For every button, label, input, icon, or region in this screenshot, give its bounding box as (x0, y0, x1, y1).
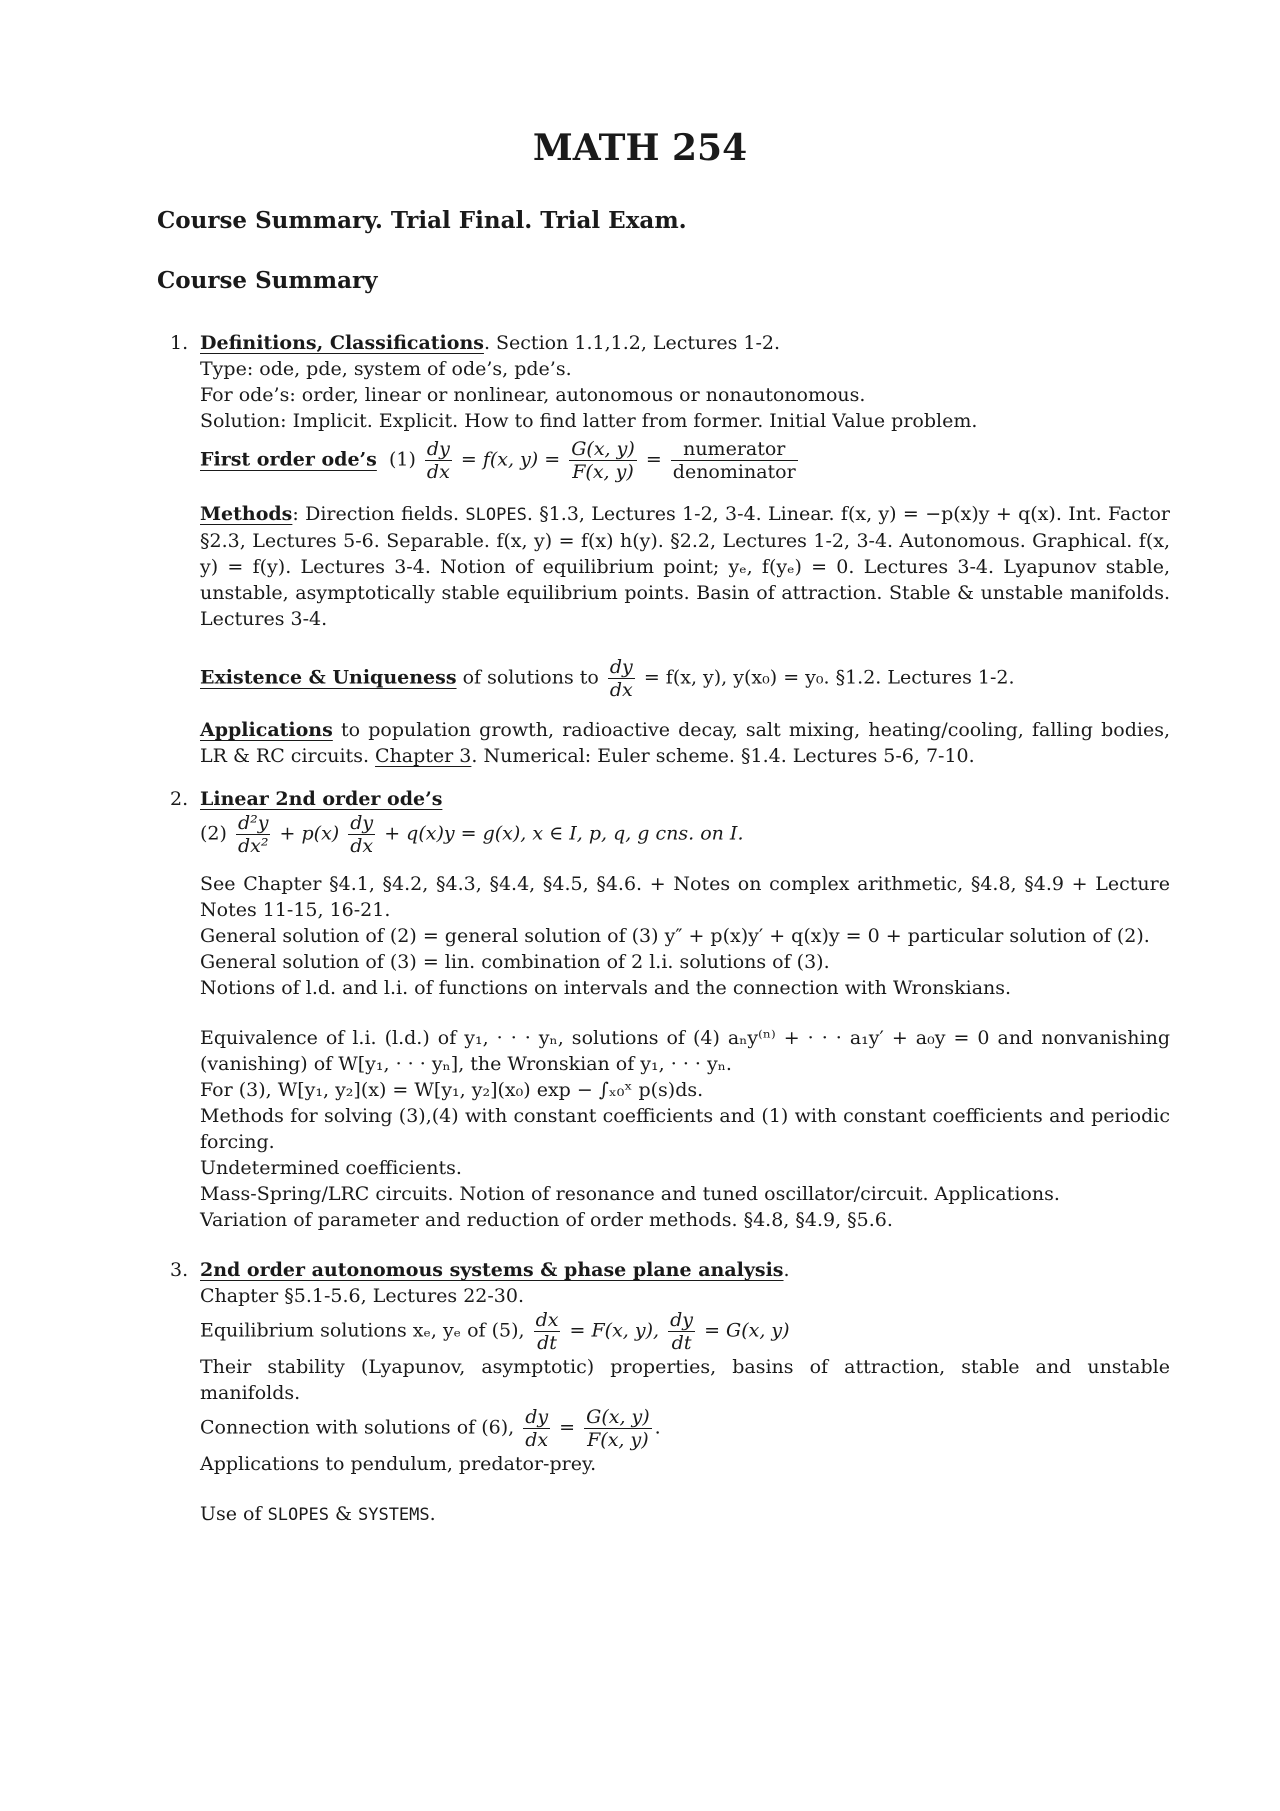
existence-line (200, 656, 1170, 701)
methods-text: : Direction fields. (292, 503, 466, 525)
stability-paragraph: Their stability (Lyapunov, asymptotic) properties, basins of attraction, stable and unstable manifolds. (200, 1356, 1170, 1404)
fraction (523, 1406, 550, 1451)
fraction (569, 438, 637, 483)
section-title: Course Summary (157, 267, 378, 294)
denominator: dx (350, 835, 374, 857)
page-title: MATH 254 (532, 127, 748, 169)
equation-text: + p(x) (279, 822, 340, 845)
denominator: dx (426, 461, 450, 483)
equation-2 (200, 812, 1170, 857)
first-order-label: First order ode’s (200, 448, 377, 471)
text-line: Solution: Implicit. Explicit. How to find latter from former. Initial Value problem. (200, 410, 978, 432)
item-heading-line (200, 330, 1170, 356)
item-heading: Definitions, Classifications (200, 332, 484, 354)
equation-text: . (654, 1416, 661, 1439)
slopes-software: SLOPES (465, 505, 527, 525)
numerator: dy (426, 438, 450, 460)
denominator: dx (525, 1429, 549, 1451)
methods-paragraph: Methods for solving (3),(4) with constant coefficients and (1) with constant coefficients and periodic forcing. (200, 1105, 1170, 1153)
fraction (608, 656, 635, 701)
see-paragraph: See Chapter §4.1, §4.2, §4.3, §4.4, §4.5, §4.6. + Notes on complex arithmetic, §4.8, §4.9 + Lecture Notes 11-15, 16-21. (200, 873, 1170, 921)
item-heading-rest: . Section 1.1,1.2, Lectures 1-2. (483, 332, 781, 354)
methods-label: Methods (200, 503, 293, 525)
item-heading: Linear 2nd order ode’s (200, 788, 443, 810)
denominator: denominator (672, 461, 796, 483)
item-heading-rest: . (783, 1259, 790, 1281)
item-number: 3. (170, 1259, 189, 1281)
slopes-software: SLOPES (267, 1505, 329, 1525)
text-line: General solution of (3) = lin. combination of 2 l.i. solutions of (3). (200, 951, 830, 973)
numerator: G(x, y) (571, 438, 635, 460)
text-line: Mass-Spring/LRC circuits. Notion of resonance and tuned oscillator/circuit. Applications. (200, 1183, 1060, 1205)
equivalence-paragraph: Equivalence of l.i. (l.d.) of y₁, · · · yₙ, solutions of (4) aₙy⁽ⁿ⁾ + · · · a₁y′ + a₀y = 0 and nonvanishing (vanishing) of W[y₁, · · · yₙ], the Wronskian of y₁, · · · yₙ. (200, 1027, 1170, 1075)
equilibrium-text: Equilibrium solutions xₑ, yₑ of (5), (200, 1319, 525, 1342)
fraction (668, 1309, 695, 1354)
text-line: Type: ode, pde, system of ode’s, pde’s. (200, 358, 572, 380)
equation-text: = (645, 448, 662, 471)
existence-label: Existence & Uniqueness (200, 666, 457, 689)
chapter-3-link: Chapter 3 (375, 745, 472, 767)
use-text: . (429, 1503, 436, 1525)
denominator: dx (609, 679, 633, 701)
systems-software: SYSTEMS (357, 1505, 430, 1525)
use-text: Use of (200, 1503, 268, 1525)
numerator: G(x, y) (586, 1406, 650, 1428)
fraction (348, 812, 375, 857)
equation-text: = F(x, y), (569, 1319, 660, 1342)
fraction (671, 438, 798, 483)
item-heading-line (200, 786, 1170, 812)
fraction (236, 812, 271, 857)
item-1 (170, 330, 1170, 769)
applications-line: Applications to pendulum, predator-prey. (200, 1453, 597, 1475)
denominator: dx² (237, 835, 269, 857)
numerator: dy (525, 1406, 549, 1428)
item-heading: 2nd order autonomous systems & phase plane analysis (200, 1259, 784, 1281)
numerator: dy (350, 812, 374, 834)
text-line: Notions of l.d. and l.i. of functions on intervals and the connection with Wronskians. (200, 977, 1012, 999)
equation-tag: (1) (388, 448, 416, 471)
text-line: Undetermined coefficients. (200, 1157, 462, 1179)
text-line: For ode’s: order, linear or nonlinear, autonomous or nonautonomous. (200, 384, 866, 406)
numerator: dx (535, 1309, 559, 1331)
use-text: & (328, 1503, 358, 1525)
equation-text: = f(x, y) = (460, 448, 561, 471)
use-line (200, 1501, 1170, 1528)
connection-text: Connection with solutions of (6), (200, 1416, 515, 1439)
subtitle: Course Summary. Trial Final. Trial Exam. (157, 207, 687, 234)
text-line: General solution of (2) = general solution of (3) y″ + p(x)y′ + q(x)y = 0 + particular solution of (2). (200, 925, 1150, 947)
numerator: d²y (237, 812, 269, 834)
item-number: 2. (170, 788, 189, 810)
item-heading-line (200, 1257, 1170, 1283)
fraction (584, 1406, 652, 1451)
methods-paragraph (200, 501, 1170, 632)
fraction (425, 438, 452, 483)
numerator: dy (609, 656, 633, 678)
equation-text: = G(x, y) (704, 1319, 790, 1342)
denominator: F(x, y) (587, 1429, 649, 1451)
numerator: dy (670, 1309, 694, 1331)
equilibrium-line (200, 1309, 1170, 1354)
equation-text: + q(x)y = g(x), x ∈ I, p, q, g cns. on I. (384, 822, 744, 845)
methods-text: . §1.3, Lectures 1-2, 3-4. Linear. f(x, y) = −p(x)y + q(x). Int. Factor §2.3, Lectures 5-6. Separable. f(x, y) = f(x) h(y). §2.2, Lectures 1-2, 3-4. Autonomous. Graphical. f(x, y) = f(y). Lectures 3-4. Notion of equilibrium point; yₑ, f(yₑ) = 0. Lectures 3-4. Lyapunov stable, unstable, asymptotically stable equilibrium points. Basin of attraction. Stable & unstable manifolds. Lectures 3-4. (200, 503, 1170, 630)
first-order-equation (200, 438, 1170, 483)
denominator: dt (537, 1332, 557, 1354)
existence-text: of solutions to (456, 666, 605, 689)
fraction (534, 1309, 561, 1354)
equation-text: = (559, 1416, 576, 1439)
applications-label: Applications (200, 719, 333, 741)
equation-tag: (2) (200, 822, 227, 845)
applications-text: to population growth, radioactive decay, salt mixing, heating/cooling, falling bodies, LR & RC circuits. (200, 719, 1170, 767)
text-line: Variation of parameter and reduction of order methods. §4.8, §4.9, §5.6. (200, 1209, 893, 1231)
item-2 (170, 786, 1170, 1233)
denominator: F(x, y) (572, 461, 634, 483)
numerator: numerator (671, 438, 798, 461)
item-number: 1. (170, 332, 189, 354)
chapter-line: Chapter §5.1-5.6, Lectures 22-30. (200, 1285, 525, 1307)
existence-text: = f(x, y), y(x₀) = y₀. §1.2. Lectures 1-2. (637, 666, 1015, 689)
wronskian-line: For (3), W[y₁, y₂](x) = W[y₁, y₂](x₀) exp − ∫ₓ₀ˣ p(s)ds. (200, 1079, 704, 1101)
connection-line (200, 1406, 1170, 1451)
denominator: dt (671, 1332, 692, 1354)
item-3 (170, 1257, 1170, 1528)
applications-paragraph (200, 717, 1170, 769)
applications-text: . Numerical: Euler scheme. §1.4. Lectures 5-6, 7-10. (471, 745, 975, 767)
